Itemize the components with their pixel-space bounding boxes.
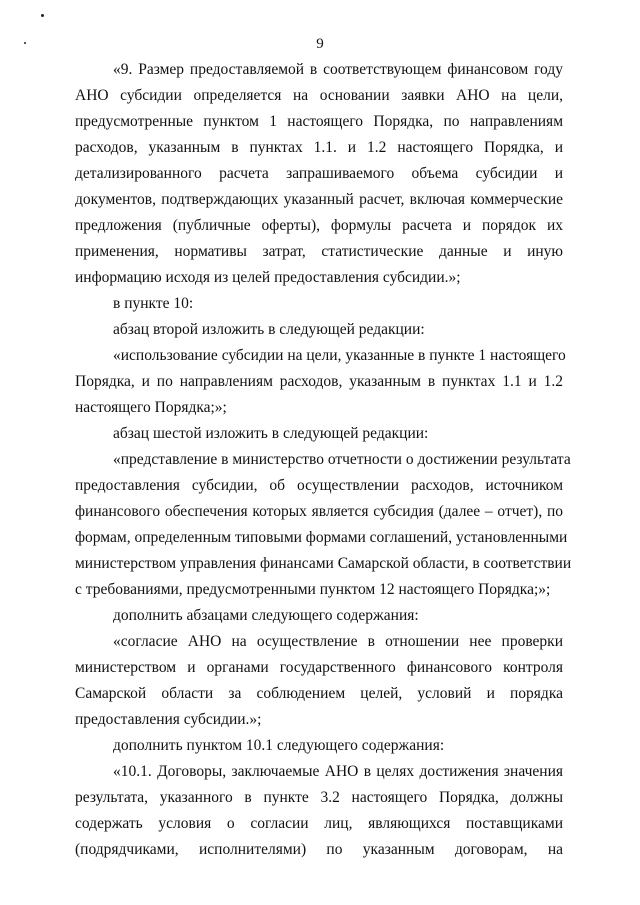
text-line: министерством управления финансами Самарской области, в соответствии xyxy=(75,555,572,572)
text-line: детализированного расчета запрашиваемого объема субсидии и xyxy=(75,165,563,182)
text-line: «9. Размер предоставляемой в соответствующем финансовом году xyxy=(113,61,563,78)
text-line: «согласие АНО на осуществление в отношении нее проверки xyxy=(113,633,563,650)
text-line: Самарской области за соблюдением целей, условий и порядка xyxy=(75,685,563,702)
text-line: предусмотренные пунктом 1 настоящего Порядка, по направлениям xyxy=(75,113,563,130)
text-line: абзац второй изложить в следующей редакции: xyxy=(113,321,425,338)
text-line: «10.1. Договоры, заключаемые АНО в целях достижения значения xyxy=(113,763,563,780)
text-line: АНО субсидии определяется на основании заявки АНО на цели, xyxy=(75,87,563,104)
text-line: Порядка, и по направлениям расходов, указанным в пунктах 1.1 и 1.2 xyxy=(75,373,563,390)
text-line: результата, указанного в пункте 3.2 настоящего Порядка, должны xyxy=(75,789,563,806)
text-line: министерством и органами государственного финансового контроля xyxy=(75,659,563,676)
page-number: 9 xyxy=(316,36,324,52)
text-line: информацию исходя из целей предоставления субсидии.»; xyxy=(75,269,461,286)
text-line: формам, определенным типовыми формами соглашений, установленными xyxy=(75,529,568,546)
text-line: документов, подтверждающих указанный расчет, включая коммерческие xyxy=(75,191,563,208)
text-line: абзац шестой изложить в следующей редакции: xyxy=(113,425,429,442)
text-line: применения, нормативы затрат, статистические данные и иную xyxy=(75,243,563,260)
text-line: расходов, указанным в пунктах 1.1. и 1.2 настоящего Порядка, и xyxy=(75,139,563,156)
text-line: «представление в министерство отчетности о достижении результата xyxy=(113,451,571,468)
text-line: настоящего Порядка;»; xyxy=(75,399,227,416)
text-line: «использование субсидии на цели, указанные в пункте 1 настоящего xyxy=(113,347,566,364)
text-line: с требованиями, предусмотренными пунктом 12 настоящего Порядка;»; xyxy=(75,581,551,598)
scan-speck xyxy=(41,14,44,17)
text-line: предоставления субсидии.»; xyxy=(75,711,262,728)
text-line: предоставления субсидии, об осуществлении расходов, источником xyxy=(75,477,563,494)
text-line: содержать условия о согласии лиц, являющихся поставщиками xyxy=(75,815,563,832)
text-line: дополнить абзацами следующего содержания: xyxy=(113,607,419,624)
text-line: предложения (публичные оферты), формулы расчета и порядок их xyxy=(75,217,563,234)
text-line: в пункте 10: xyxy=(113,295,194,312)
text-line: финансового обеспечения которых является субсидия (далее – отчет), по xyxy=(75,503,563,520)
text-line: дополнить пунктом 10.1 следующего содержания: xyxy=(113,737,445,754)
text-line: (подрядчиками, исполнителями) по указанным договорам, на xyxy=(75,841,563,858)
